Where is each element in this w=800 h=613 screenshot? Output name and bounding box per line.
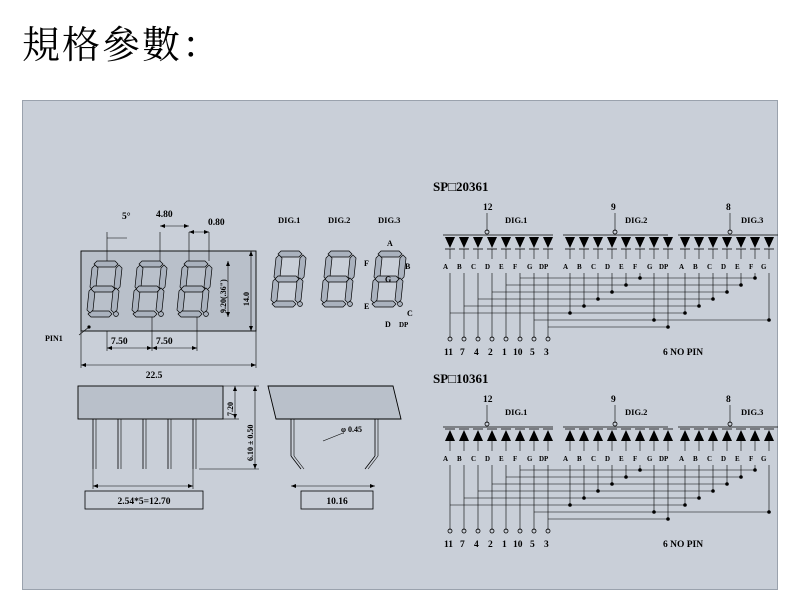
part-number-sp20361: SP□20361 xyxy=(433,179,489,194)
dim-pitch: 2.54*5=12.70 xyxy=(117,497,171,507)
sp10361-common-pin-3: 8 xyxy=(726,395,731,405)
sp10361-dig2-label: DIG.2 xyxy=(625,407,648,417)
pin-2: 2 xyxy=(488,540,493,550)
sp10361-segment-letters xyxy=(443,455,767,463)
seg-g: G xyxy=(527,263,533,271)
mechanical-profile-view xyxy=(268,386,401,509)
seg-d: D xyxy=(721,263,727,271)
dim-22-5: 22.5 xyxy=(145,371,163,381)
detail-dig2-label: DIG.2 xyxy=(328,215,351,225)
dim-7-20: 7.20 xyxy=(226,402,235,416)
sp20361-common-pin-2: 9 xyxy=(611,203,616,213)
dim-9-20: 9.20(.36") xyxy=(219,279,228,313)
sp20361-common-pin-3: 8 xyxy=(726,203,731,213)
detail-dig1-label: DIG.1 xyxy=(278,215,301,225)
page-title: 規格參數： xyxy=(22,23,223,67)
seg-f: F xyxy=(749,263,754,271)
sp20361-dig3-label: DIG.3 xyxy=(741,215,764,225)
sp20361-cathode-bus xyxy=(448,273,771,341)
dim-4-80: 4.80 xyxy=(156,210,173,220)
sp20361-dig1-label: DIG.1 xyxy=(505,215,528,225)
seg-g: G xyxy=(647,263,653,271)
pin-11: 11 xyxy=(444,348,453,358)
dim-6-10: 6.10 ± 0.50 xyxy=(246,424,255,461)
pin-4: 4 xyxy=(474,540,479,550)
dim-7-50-a: 7.50 xyxy=(111,337,128,347)
sp10361-common-pin-1: 12 xyxy=(483,395,493,405)
seg-f: F xyxy=(633,455,638,463)
seg-c: C xyxy=(471,455,477,463)
dim-angle-5deg: 5° xyxy=(122,212,131,222)
seg-e: E xyxy=(619,455,624,463)
pin-11: 11 xyxy=(444,540,453,550)
seg-a: A xyxy=(679,263,685,271)
mechanical-top-view xyxy=(45,210,256,381)
seg-c: C xyxy=(591,455,597,463)
pin-3: 3 xyxy=(544,348,549,358)
seg-f: F xyxy=(749,455,754,463)
sp20361-dig2-label: DIG.2 xyxy=(625,215,648,225)
pin-2: 2 xyxy=(488,348,493,358)
seg-d: D xyxy=(605,455,611,463)
pin-3: 3 xyxy=(544,540,549,550)
datasheet-svg-wrapper xyxy=(23,101,777,589)
pin-10: 10 xyxy=(513,540,523,550)
seg-dp: G xyxy=(761,455,767,463)
sp10361-digit2-leds xyxy=(565,429,673,451)
pin-5: 5 xyxy=(530,540,535,550)
seg-letter-d: D xyxy=(385,320,391,329)
sp20361-pin-numbers xyxy=(444,348,549,358)
datasheet-figure xyxy=(22,100,778,590)
digit-detail-view xyxy=(271,215,413,329)
seg-letter-f: F xyxy=(364,259,369,268)
seg-g: G xyxy=(647,455,653,463)
schematic-sp10361 xyxy=(433,371,778,550)
seg-e: E xyxy=(735,263,740,271)
seg-dp: DP xyxy=(539,263,549,271)
pin-4: 4 xyxy=(474,348,479,358)
seg-letter-c: C xyxy=(407,309,413,318)
dim-10-16: 10.16 xyxy=(326,497,348,507)
sp20361-digit1-leds xyxy=(445,237,553,259)
seg-dp: DP xyxy=(659,263,669,271)
seg-b: B xyxy=(457,263,462,271)
seg-a: A xyxy=(443,263,449,271)
seg-b: B xyxy=(693,263,698,271)
seg-a: A xyxy=(563,455,569,463)
seg-d: D xyxy=(485,263,491,271)
sp10361-no-pin-note: 6 NO PIN xyxy=(663,540,704,550)
seg-letter-dp: DP xyxy=(399,321,409,329)
seg-b: B xyxy=(577,455,582,463)
pin-1: 1 xyxy=(502,348,507,358)
sp10361-dig3-label: DIG.3 xyxy=(741,407,764,417)
seg-d: D xyxy=(485,455,491,463)
dim-7-50-b: 7.50 xyxy=(156,337,173,347)
seg-g: G xyxy=(527,455,533,463)
seg-dp: G xyxy=(761,263,767,271)
label-pin1: PIN1 xyxy=(45,334,63,343)
profile-body xyxy=(268,386,401,419)
sp10361-pin-numbers xyxy=(444,540,549,550)
seg-f: F xyxy=(633,263,638,271)
sp20361-digit3-leds xyxy=(680,237,774,259)
pin-10: 10 xyxy=(513,348,523,358)
schematic-sp20361 xyxy=(433,179,778,358)
sp20361-digit2-leds xyxy=(565,237,673,259)
sp10361-common-pin-2: 9 xyxy=(611,395,616,405)
pin-1: 1 xyxy=(502,540,507,550)
seg-e: E xyxy=(499,455,504,463)
sp20361-common-pin-1: 12 xyxy=(483,203,493,213)
seg-e: E xyxy=(619,263,624,271)
seg-dp: DP xyxy=(539,455,549,463)
seg-letter-b: B xyxy=(405,262,411,271)
pin-7: 7 xyxy=(460,540,465,550)
seg-f: F xyxy=(513,263,518,271)
seg-c: C xyxy=(707,263,713,271)
seg-a: A xyxy=(563,263,569,271)
sp10361-digit1-leds xyxy=(445,429,553,451)
sp10361-anode-bus xyxy=(448,465,771,533)
dim-14-0: 14.0 xyxy=(242,292,251,306)
pin-7: 7 xyxy=(460,348,465,358)
seg-f: F xyxy=(513,455,518,463)
dim-0-80: 0.80 xyxy=(208,218,225,228)
seg-letter-g: G xyxy=(385,275,392,284)
sp20361-no-pin-note: 6 NO PIN xyxy=(663,348,704,358)
seg-b: B xyxy=(577,263,582,271)
seg-letter-e: E xyxy=(364,302,370,311)
datasheet-drawing xyxy=(23,101,779,591)
sp10361-digit3-leds xyxy=(680,429,774,451)
seg-c: C xyxy=(471,263,477,271)
seg-letter-a: A xyxy=(387,239,393,248)
sp10361-dig1-label: DIG.1 xyxy=(505,407,528,417)
seg-b: B xyxy=(457,455,462,463)
part-number-sp10361: SP□10361 xyxy=(433,371,489,386)
seg-a: A xyxy=(679,455,685,463)
detail-digit-1 xyxy=(271,251,306,307)
seg-c: C xyxy=(707,455,713,463)
detail-digit-2 xyxy=(321,251,356,307)
seg-e: E xyxy=(735,455,740,463)
sp20361-segment-letters xyxy=(443,263,767,271)
dim-phi-0-45: φ 0.45 xyxy=(341,425,362,434)
seg-b: B xyxy=(693,455,698,463)
seg-a: A xyxy=(443,455,449,463)
seg-c: C xyxy=(591,263,597,271)
seg-d: D xyxy=(605,263,611,271)
seg-e: E xyxy=(499,263,504,271)
seg-d: D xyxy=(721,455,727,463)
detail-dig3-label: DIG.3 xyxy=(378,215,401,225)
seg-dp: DP xyxy=(659,455,669,463)
side-body xyxy=(78,386,223,419)
mechanical-side-view xyxy=(78,386,259,509)
pin-5: 5 xyxy=(530,348,535,358)
